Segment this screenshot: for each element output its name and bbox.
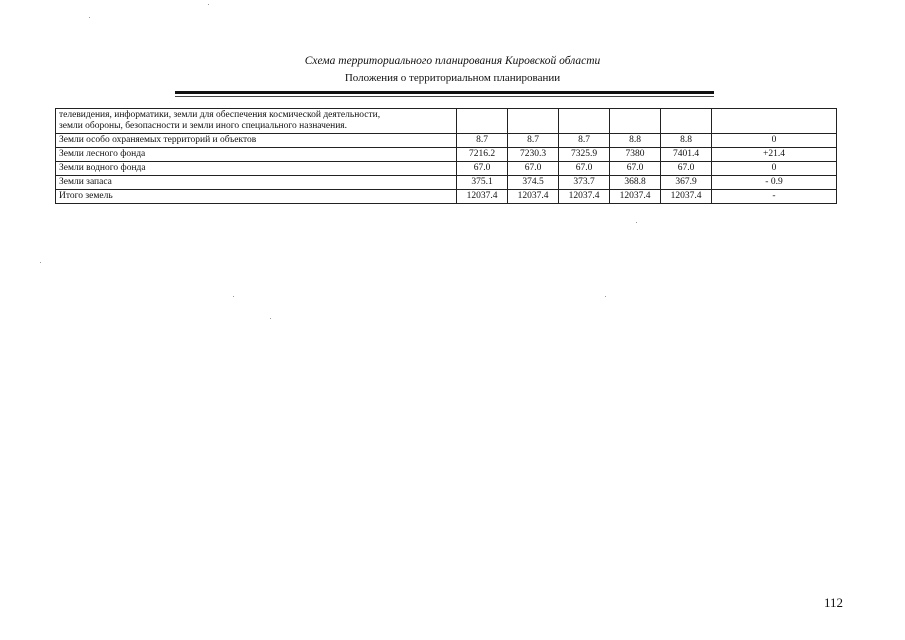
row-label-line: телевидения, информатики, земли для обеспечения космической деятельности,: [59, 110, 381, 120]
change-cell: [712, 109, 837, 134]
value-cell: 367.9: [661, 176, 712, 190]
value-cell: 7380: [610, 148, 661, 162]
value-cell: 8.8: [610, 134, 661, 148]
row-label: Земли запаса: [56, 176, 457, 190]
value-cell: 8.7: [457, 134, 508, 148]
value-cell: 67.0: [457, 162, 508, 176]
value-cell: 7216.2: [457, 148, 508, 162]
value-cell: [661, 109, 712, 134]
value-cell: 368.8: [610, 176, 661, 190]
header-divider-thin: [175, 96, 714, 97]
value-cell: 7401.4: [661, 148, 712, 162]
value-cell: 12037.4: [661, 190, 712, 204]
table-row: [56, 148, 837, 162]
row-label: [56, 109, 457, 134]
scan-speck: [233, 296, 234, 297]
document-title: Схема территориального планирования Кировской области: [304, 55, 601, 67]
value-cell: [610, 109, 661, 134]
row-label-line: земли обороны, безопасности и земли иного специального назначения.: [59, 121, 348, 131]
value-cell: 67.0: [610, 162, 661, 176]
table-row: [56, 109, 837, 134]
value-cell: 67.0: [508, 162, 559, 176]
header-divider-thick: [175, 91, 714, 94]
scan-speck: [636, 222, 637, 223]
value-cell: 12037.4: [457, 190, 508, 204]
value-cell: 12037.4: [610, 190, 661, 204]
page-number: 112: [823, 595, 843, 610]
land-fund-table: [55, 108, 837, 204]
value-cell: 67.0: [661, 162, 712, 176]
table-row: [56, 190, 837, 204]
scan-speck: [605, 296, 606, 297]
change-cell: - 0.9: [712, 176, 837, 190]
value-cell: 7230.3: [508, 148, 559, 162]
scan-speck: [270, 318, 271, 319]
page-header: [0, 54, 905, 85]
value-cell: 373.7: [559, 176, 610, 190]
scan-speck: [40, 262, 41, 263]
value-cell: 8.8: [661, 134, 712, 148]
change-cell: -: [712, 190, 837, 204]
value-cell: [559, 109, 610, 134]
table-row: [56, 134, 837, 148]
value-cell: 374.5: [508, 176, 559, 190]
row-label: Земли водного фонда: [56, 162, 457, 176]
value-cell: 7325.9: [559, 148, 610, 162]
value-cell: [508, 109, 559, 134]
change-cell: 0: [712, 162, 837, 176]
value-cell: 8.7: [508, 134, 559, 148]
value-cell: 67.0: [559, 162, 610, 176]
row-label: Земли особо охраняемых территорий и объектов: [56, 134, 457, 148]
document-subtitle: Положения о территориальном планировании: [344, 72, 561, 84]
table-row: [56, 162, 837, 176]
row-label: Итого земель: [56, 190, 457, 204]
table-row: [56, 176, 837, 190]
change-cell: 0: [712, 134, 837, 148]
scan-speck: [208, 4, 209, 5]
row-label: Земли лесного фонда: [56, 148, 457, 162]
value-cell: 12037.4: [508, 190, 559, 204]
value-cell: 12037.4: [559, 190, 610, 204]
value-cell: [457, 109, 508, 134]
value-cell: 8.7: [559, 134, 610, 148]
scan-speck: [89, 17, 90, 18]
value-cell: 375.1: [457, 176, 508, 190]
change-cell: +21.4: [712, 148, 837, 162]
